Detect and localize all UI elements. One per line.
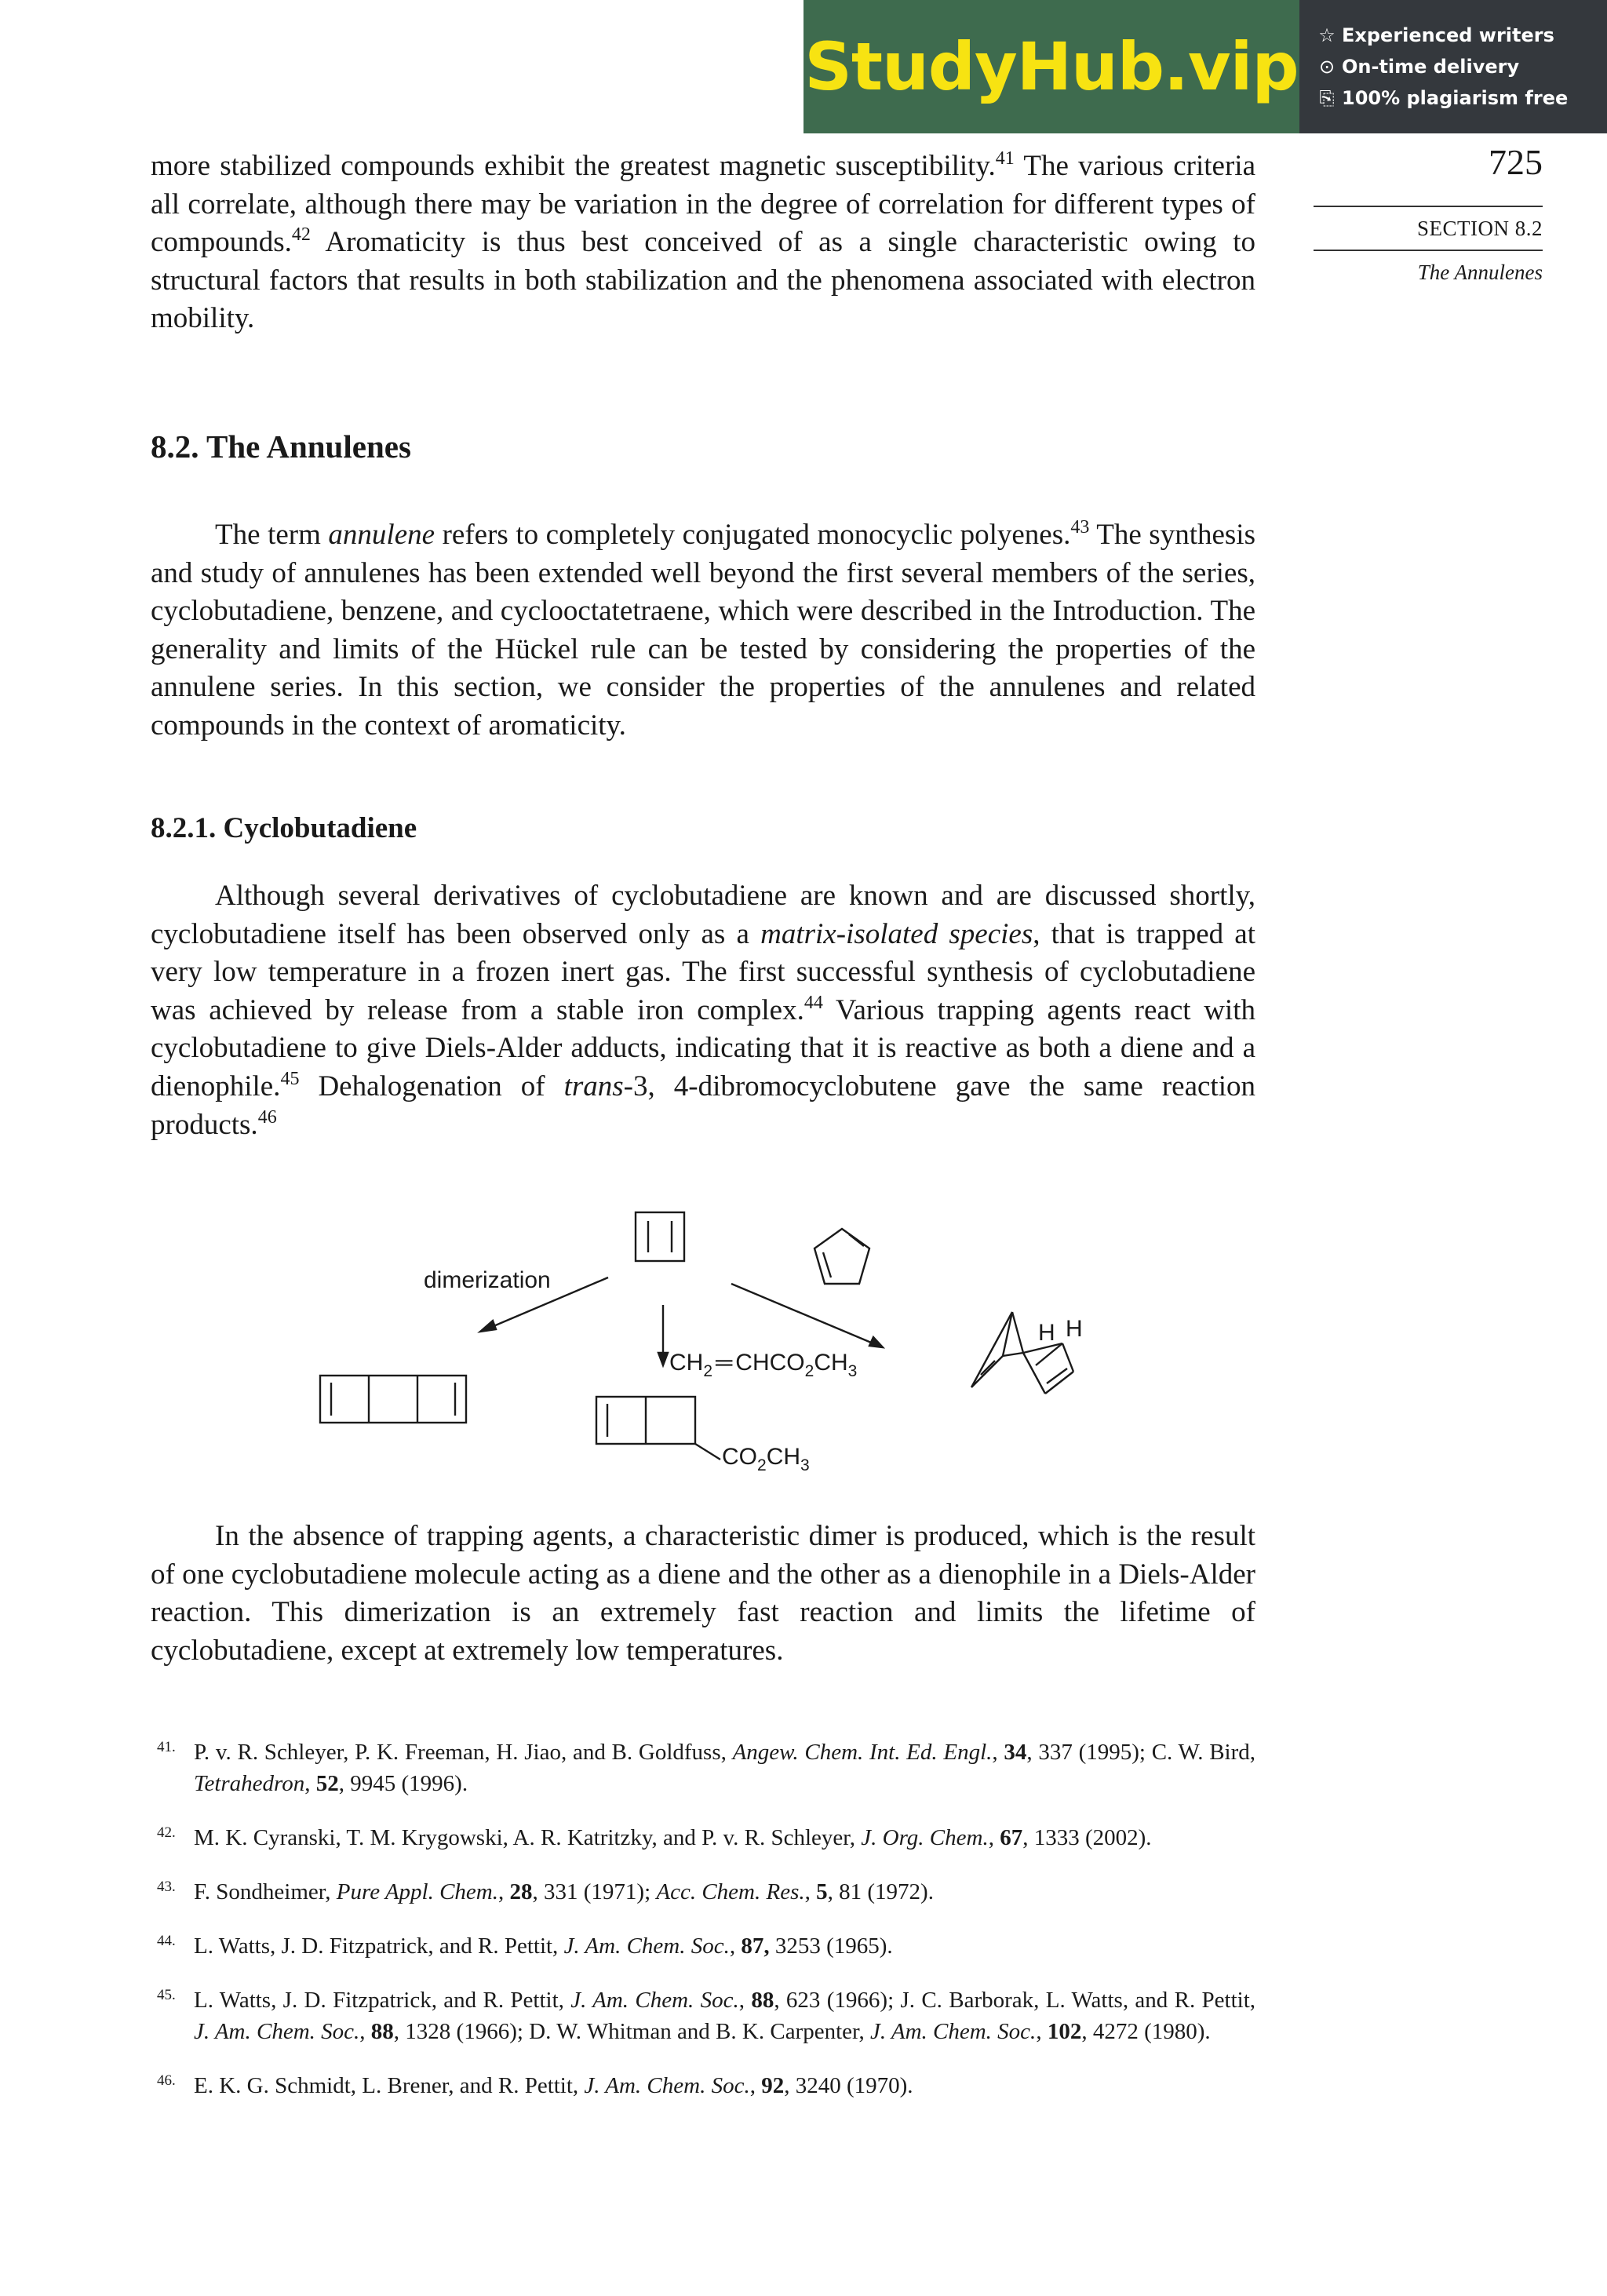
footnote-text: , 337 (1995); C. W. Bird, (1026, 1740, 1255, 1765)
footnote-text: 3253 (1965). (769, 1933, 893, 1959)
footnote-text: , 1333 (2002). (1022, 1825, 1152, 1850)
cyclobutadiene-paragraph (151, 877, 1255, 1144)
footnote (151, 1984, 1255, 2047)
volume-number: 87, (741, 1933, 770, 1959)
page-number: 725 (1489, 142, 1543, 182)
emphasis: trans (563, 1070, 624, 1102)
text-run: Dehalogenation of (299, 1070, 564, 1102)
footnote-text: M. K. Cyranski, T. M. Krygowski, A. R. Katritzky, and P. v. R. Schleyer, (194, 1825, 862, 1850)
journal-title: Acc. Chem. Res. (656, 1879, 805, 1904)
cyclobutadiene-structure (636, 1212, 684, 1261)
footnote-text: , 9945 (1996). (338, 1771, 468, 1796)
volume-number: 88 (751, 1988, 774, 2013)
journal-title: Pure Appl. Chem. (336, 1879, 498, 1904)
footnote (151, 1930, 1255, 1962)
citation-ref: 43 (1070, 517, 1090, 538)
citation-ref: 41 (995, 148, 1015, 169)
footnote-text: E. K. G. Schmidt, L. Brener, and R. Pettit, (194, 2073, 585, 2098)
footnote-text: , (498, 1879, 510, 1904)
cyclopentadiene-adduct-structure (971, 1312, 1073, 1394)
banner-feature (1317, 56, 1607, 78)
hydrogen-label: H (1066, 1316, 1083, 1342)
dimerization-label: dimerization (424, 1267, 551, 1293)
section-subtitle: The Annulenes (1417, 261, 1543, 284)
annulene-paragraph (151, 516, 1255, 745)
banner-feature (1317, 87, 1607, 109)
footnote-number: 44. (157, 1933, 176, 1949)
margin-rule (1314, 250, 1543, 251)
ester-formula: $CO_2CH_3$ (722, 1444, 810, 1474)
arrow-to-acrylate-adduct (658, 1305, 668, 1365)
text-run: Aromaticity is thus best conceived of as a single characteristic owing to structural factors that results in both stabilization and the phenomena associated with electron mobility. (151, 226, 1255, 335)
text-run: The term (215, 519, 329, 551)
volume-number: 102 (1047, 2019, 1082, 2044)
volume-number: 28 (509, 1879, 533, 1904)
document-icon: ⎘ (1319, 87, 1335, 109)
double-bond-glyph: ═ (716, 1350, 733, 1376)
text-run: Although several derivatives of cyclobutadiene are known and are discussed shortly, cyclobutadiene itself has been observed only as a (151, 880, 1255, 950)
journal-title: J. Am. Chem. Soc. (870, 2019, 1037, 2044)
journal-title: Tetrahedron (194, 1771, 305, 1796)
banner-feature-label: On-time delivery (1342, 56, 1520, 78)
footnote (151, 2070, 1255, 2101)
journal-title: J. Org. Chem. (861, 1825, 989, 1850)
text-run: refers to completely conjugated monocyclic polyenes. (435, 519, 1071, 551)
footnote-number: 42. (157, 1824, 176, 1841)
banner-feature (1317, 24, 1607, 46)
text-run: Various trapping agents react with cyclobutadiene to give Diels-Alder adducts, indicating that it is reactive as both a diene and a dienophile. (151, 993, 1255, 1102)
hydrogen-label: H (1038, 1320, 1055, 1346)
volume-number: 67 (1000, 1825, 1023, 1850)
studyhub-logo[interactable]: StudyHub.vip (804, 0, 1299, 133)
footnote-number: 46. (157, 2072, 176, 2089)
footnote-text: F. Sondheimer, (194, 1879, 337, 1904)
footnote-number: 45. (157, 1987, 176, 2003)
footnote-text: L. Watts, J. D. Fitzpatrick, and R. Pettit, (194, 1988, 571, 2013)
journal-title: Angew. Chem. Int. Ed. Engl. (732, 1740, 993, 1765)
citation-ref: 44 (804, 992, 823, 1013)
volume-number: 92 (761, 2073, 785, 2098)
text-run: more stabilized compounds exhibit the greatest magnetic susceptibility. (151, 150, 996, 182)
volume-number: 34 (1004, 1740, 1027, 1765)
journal-title: J. Am. Chem. Soc. (584, 2073, 750, 2098)
banner-feature-label: Experienced writers (1342, 24, 1554, 46)
section-label: SECTION 8.2 (1417, 217, 1543, 240)
banner-feature-label: 100% plagiarism free (1342, 87, 1569, 109)
footnote-text: , (738, 1988, 752, 2013)
footnote (151, 1822, 1255, 1853)
citation-ref: 46 (257, 1106, 277, 1128)
footnote-text: , 623 (1966); J. C. Barborak, L. Watts, and R. Pettit, (774, 1988, 1256, 2013)
reagent-formula: $CH_2$ ═ $CHCO_2CH_3$ (669, 1350, 858, 1380)
text-run: , that is trapped at very low temperature in a frozen inert gas. The first successful synthesis of cyclobutadiene was achieved by release from a stable iron complex. (151, 917, 1256, 1026)
footnote-text: L. Watts, J. D. Fitzpatrick, and R. Pettit, (194, 1933, 564, 1959)
dimer-paragraph: In the absence of trapping agents, a characteristic dimer is produced, which is the result of one cyclobutadiene molecule acting as a diene and the other as a dienophile in a Diels-Alder reaction. This dimerization is an extremely fast reaction and limits the lifetime of cyclobutadiene, except at extremely low temperatures. (151, 1520, 1255, 1667)
text-run: -3, 4-dibromocyclobutene gave the same reaction products. (151, 1070, 1255, 1141)
intro-paragraph (151, 148, 1255, 338)
footnote-text: , 4272 (1980). (1081, 2019, 1211, 2044)
journal-title: J. Am. Chem. Soc. (194, 2019, 360, 2044)
emphasis: annulene (328, 519, 435, 551)
volume-number: 52 (315, 1771, 339, 1796)
emphasis: matrix-isolated species (760, 917, 1033, 950)
footnote-text: P. v. R. Schleyer, P. K. Freeman, H. Jiao, and B. Goldfuss, (194, 1740, 733, 1765)
clock-icon: ⊙ (1318, 56, 1336, 78)
citation-ref: 42 (291, 224, 311, 246)
text-run: The various criteria all correlate, although there may be variation in the degree of correlation for different types of compounds. (151, 150, 1255, 259)
footnote-text: , 1328 (1966); D. W. Whitman and B. K. Carpenter, (393, 2019, 871, 2044)
footnote-number: 41. (157, 1739, 176, 1755)
footnote (151, 1737, 1255, 1799)
footnote-text: , (804, 1879, 817, 1904)
citation-ref: 45 (280, 1068, 300, 1089)
dimer-structure (320, 1376, 466, 1423)
footnote-text: , (359, 2019, 371, 2044)
footnote-text: , (1036, 2019, 1048, 2044)
footnote-text: , 3240 (1970). (784, 2073, 913, 2098)
section-heading: 8.2. The Annulenes (151, 428, 411, 465)
banner-features (1299, 0, 1607, 133)
footnote (151, 1876, 1255, 1908)
subsection-heading: 8.2.1. Cyclobutadiene (151, 812, 417, 844)
journal-title: J. Am. Chem. Soc. (570, 1988, 739, 2013)
footnote-text: , (988, 1825, 1000, 1850)
footnotes (151, 1714, 1255, 2101)
footnote-text: , (729, 1933, 742, 1959)
margin-rule (1314, 206, 1543, 207)
footnote-text: , (992, 1740, 1004, 1765)
footnote-text: , 81 (1972). (827, 1879, 934, 1904)
footnote-number: 43. (157, 1879, 176, 1895)
journal-title: J. Am. Chem. Soc. (563, 1933, 730, 1959)
volume-number: 5 (816, 1879, 828, 1904)
acrylate-adduct-structure (596, 1397, 720, 1460)
ad-banner[interactable] (804, 0, 1607, 133)
cyclopentadiene-structure (814, 1229, 869, 1284)
star-icon: ☆ (1318, 24, 1336, 46)
arrow-to-cyclopentadiene-adduct (731, 1284, 883, 1347)
footnote-text: , 331 (1971); (532, 1879, 657, 1904)
footnote-text: , (304, 1771, 316, 1796)
text-run: The synthesis and study of annulenes has been extended well beyond the first several members of the series, cyclobutadiene, benzene, and cyclooctatetraene, which were described in the Introduction. The generality and limits of the Hückel rule can be tested by considering the properties of the annulene series. In this section, we consider the properties of the annulenes and related compounds in the context of aromaticity. (151, 519, 1255, 742)
footnote-text: , (749, 2073, 762, 2098)
reaction-scheme (298, 1193, 1177, 1491)
volume-number: 88 (370, 2019, 394, 2044)
